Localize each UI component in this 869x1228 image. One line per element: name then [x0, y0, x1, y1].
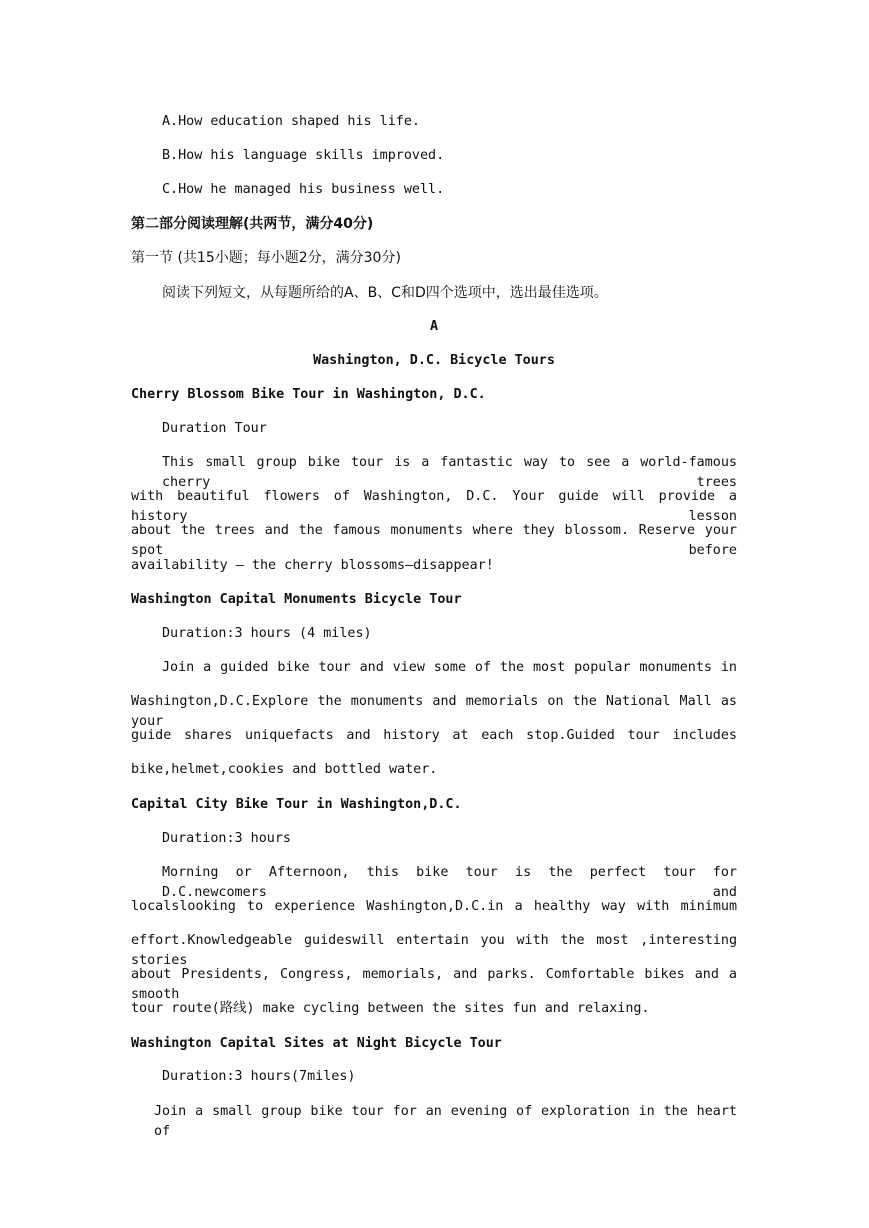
instruction-text: 阅读下列短文，从每题所给的A、B、C和D四个选项中，选出最佳选项。 [162, 285, 608, 301]
passage-letter: A [429, 319, 439, 334]
option-a: A.How education shaped his life. [162, 114, 420, 129]
paragraph-line: tour route(路线) make cycling between the sites fun and relaxing. [131, 1001, 650, 1016]
tour-duration: Duration:3 hours(7miles) [162, 1069, 356, 1084]
paragraph-line: Join a small group bike tour for an evening of exploration in the heart of [154, 1104, 737, 1139]
paragraph-line: Washington,D.C.Explore the monuments and memorials on the National Mall as your [131, 694, 737, 729]
tour-duration: Duration:3 hours [162, 831, 291, 846]
tour-duration: Duration:3 hours (4 miles) [162, 626, 372, 641]
subsection-title: 第一节 (共15小题；每小题2分，满分30分) [131, 250, 401, 266]
paragraph-line: bike,helmet,cookies and bottled water. [131, 762, 438, 777]
tour-duration: Duration Tour [162, 421, 267, 436]
paragraph-line: about the trees and the famous monuments where they blossom. Reserve your spot before [131, 523, 737, 558]
option-c: C.How he managed his business well. [162, 182, 445, 197]
passage-title: Washington, D.C. Bicycle Tours [313, 353, 555, 368]
paragraph-line: Morning or Afternoon, this bike tour is the perfect tour for D.C.newcomers and [162, 865, 737, 900]
paragraph-line: guide shares uniquefacts and history at each stop.Guided tour includes [131, 728, 737, 743]
paragraph-line: This small group bike tour is a fantastic way to see a world-famous cherry trees [162, 455, 737, 490]
option-b: B.How his language skills improved. [162, 148, 445, 163]
tour-heading: Cherry Blossom Bike Tour in Washington, D.C. [131, 387, 486, 402]
paragraph-line: about Presidents, Congress, memorials, and parks. Comfortable bikes and a smooth [131, 967, 737, 1002]
paragraph-line: with beautiful flowers of Washington, D.C. Your guide will provide a history lesson [131, 489, 737, 524]
tour-heading: Capital City Bike Tour in Washington,D.C. [131, 797, 462, 812]
paragraph-line: availability — the cherry blossoms—disappear! [131, 558, 494, 573]
tour-heading: Washington Capital Sites at Night Bicycle Tour [131, 1036, 502, 1051]
paragraph-line: localslooking to experience Washington,D.C.in a healthy way with minimum [131, 899, 737, 914]
paragraph-line: effort.Knowledgeable guideswill entertain you with the most ,interesting stories [131, 933, 737, 968]
tour-heading: Washington Capital Monuments Bicycle Tour [131, 592, 462, 607]
paragraph-line: Join a guided bike tour and view some of the most popular monuments in [162, 660, 737, 675]
part-title: 第二部分阅读理解(共两节，满分40分) [131, 216, 374, 232]
